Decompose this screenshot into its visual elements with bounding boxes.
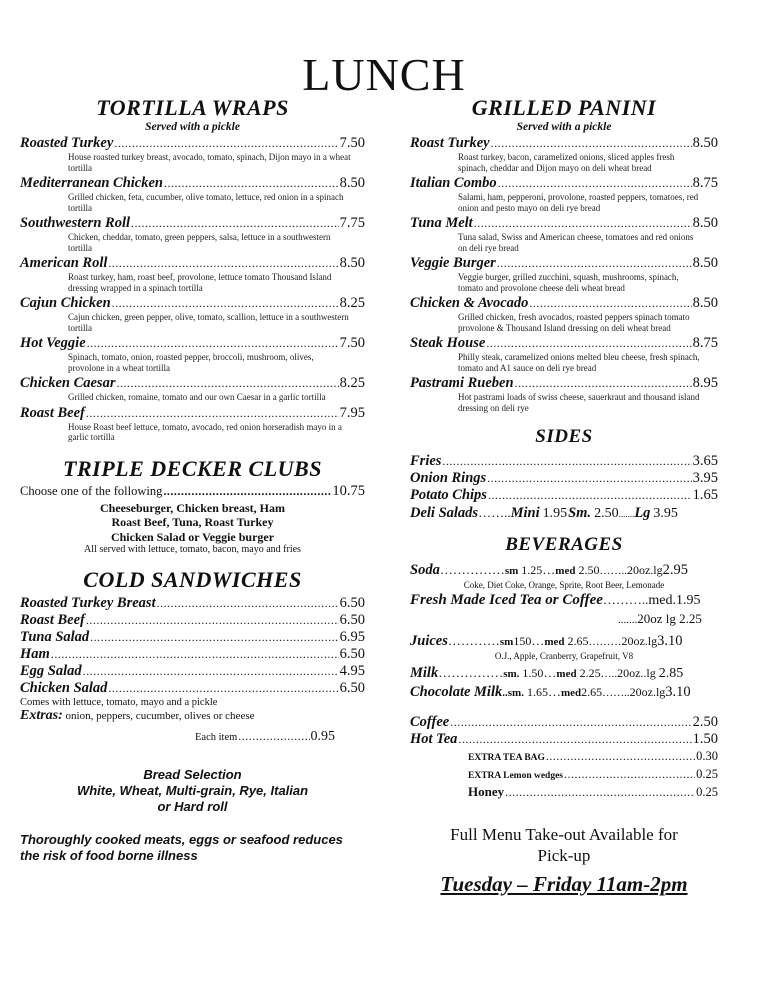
menu-item-price: 8.50 (692, 295, 718, 311)
leader-dots: …………… (439, 562, 505, 577)
menu-item-description: House roasted turkey breast, avocado, tomato, spinach, Dijon mayo in a wheat tortilla (68, 152, 351, 173)
menu-item-price: 8.50 (692, 135, 718, 151)
leader-dots (474, 216, 692, 231)
size-label: med (560, 687, 582, 699)
leader-dots (491, 136, 692, 151)
clubs-option: Cheeseburger, Chicken breast, Ham (100, 500, 285, 515)
menu-item-price: 8.75 (692, 335, 718, 351)
chocolate-milk-line: Chocolate Milk ..sm. 1.65 … med 2.65 …….. 20oz.lg 3.10 (410, 684, 691, 700)
size-label: sm (504, 565, 519, 577)
menu-item-price: 6.95 (339, 629, 365, 645)
menu-item-name: Fresh Made Iced Tea or Coffee (410, 592, 603, 608)
menu-item-description: Grilled chicken, feta, cucumber, olive tomato, lettuce, red onion in a spinach tortilla (68, 192, 344, 213)
menu-item-price: 1.65 (692, 487, 718, 503)
milk-line: Milk …………… sm. 1.50 … med 2.25 ….. 20oz..lg 2.85 (410, 665, 684, 681)
juice-flavors: O.J., Apple, Cranberry, Grapefruit, V8 (494, 651, 634, 661)
menu-item (410, 453, 718, 470)
size-label: med (544, 636, 565, 648)
bread-line: White, Wheat, Multi-grain, Rye, Italian (76, 783, 309, 798)
menu-item-price: 8.25 (339, 295, 365, 311)
tea-extra-name: Honey (468, 784, 505, 799)
menu-item (410, 215, 718, 253)
menu-item-name: Roast Turkey (410, 135, 490, 151)
leader-dots (515, 376, 692, 391)
size-price: 3.95 (653, 506, 678, 521)
leader-dots (86, 406, 339, 421)
section-heading-tortilla-wraps: TORTILLA WRAPS (96, 95, 289, 120)
size-price: 1.95 (542, 506, 568, 521)
menu-item-line (20, 255, 365, 272)
leader-dots: ………… (447, 633, 500, 648)
menu-item-name: Coffee (410, 714, 450, 730)
menu-item-price: 8.25 (339, 375, 365, 391)
leader-dots (450, 715, 691, 730)
size-label: med (556, 668, 577, 680)
tea-extra-name: EXTRA TEA BAG (468, 753, 545, 763)
leader-dots (564, 766, 695, 782)
menu-item (20, 335, 365, 373)
menu-item (20, 255, 365, 293)
menu-item (20, 646, 365, 663)
section-heading-sides: SIDES (535, 426, 593, 447)
cold-sandwiches-list (20, 595, 365, 697)
size-price: 150 (513, 634, 532, 648)
size-price: 1.65 (526, 685, 548, 699)
menu-item-name: Onion Rings (410, 470, 487, 486)
menu-item-line (20, 375, 365, 392)
leader-dots (108, 681, 338, 696)
clubs-intro: Choose one of the following (20, 483, 163, 498)
menu-item-price: 3.95 (692, 470, 718, 486)
menu-item-line (410, 295, 718, 312)
menu-item-line (410, 335, 718, 352)
menu-item-name: American Roll (20, 255, 108, 271)
menu-item-line (410, 255, 718, 272)
bread-heading: Bread Selection (143, 767, 242, 782)
menu-item (410, 135, 718, 173)
menu-item-line (20, 680, 365, 697)
size-label: 20oz..lg (617, 666, 656, 680)
menu-item-line (20, 295, 365, 312)
menu-item (20, 595, 365, 612)
menu-item-description: Spinach, tomato, onion, roasted pepper, broccoli, mushroom, olives, provolone in a wheat tortilla (68, 352, 314, 373)
size-label: Sm. (568, 505, 592, 521)
leader-dots (442, 454, 691, 469)
menu-item-price: 8.50 (339, 255, 365, 271)
menu-item (20, 629, 365, 646)
menu-item-price: 8.50 (339, 175, 365, 191)
menu-item-line (410, 453, 718, 470)
section-subheading-grilled-panini: Served with a pickle (516, 121, 612, 133)
leader-dots (163, 484, 331, 499)
menu-item-description: Tuna salad, Swiss and American cheese, tomatoes and red onions on deli rye bread (458, 232, 694, 253)
cold-sandwiches-note: Comes with lettuce, tomato, mayo and a pickle (20, 697, 218, 708)
menu-item-line (20, 612, 365, 629)
menu-item-description: House Roast beef lettuce, tomato, avocado, red onion horseradish mayo in a garlic tortilla (68, 421, 342, 442)
size-price: 1.25 (521, 563, 543, 577)
juices-line: Juices ………… sm 150 … med 2.65 ……… 20oz.lg 3.10 (410, 633, 683, 649)
leader-dots (116, 376, 338, 391)
menu-item-price: 6.50 (339, 612, 365, 628)
menu-item-name: Chicken & Avocado (410, 295, 529, 311)
tea-extra-price: 0.25 (696, 785, 718, 799)
menu-item-name: Chicken Caesar (20, 375, 116, 391)
menu-item-line (20, 215, 365, 232)
size-label: 20oz.lg (629, 685, 666, 699)
menu-item (20, 375, 365, 403)
menu-item-name: Cajun Chicken (20, 295, 111, 311)
menu-item-price: 7.95 (339, 404, 365, 421)
size-price: 2.65 (581, 685, 603, 699)
takeout-line: Pick-up (537, 846, 591, 865)
menu-item-name: Steak House (410, 335, 486, 351)
deli-salads-line: Deli Salads …….. Mini 1.95 Sm. 2.50 ....... Lg 3.95 (410, 505, 678, 521)
leader-dots: ……….. (602, 592, 649, 607)
leader-dots (157, 596, 339, 611)
menu-item-price: 6.50 (339, 646, 365, 662)
iced-tea-line (410, 591, 718, 610)
size-label: sm. (503, 668, 520, 680)
grilled-panini-list (410, 135, 718, 413)
each-item-label: Each item (195, 732, 238, 743)
safety-line: Thoroughly cooked meats, eggs or seafood reduces (20, 832, 343, 847)
menu-item-name: Chocolate Milk (410, 684, 503, 700)
leader-dots (108, 256, 338, 271)
menu-item-price: 8.95 (692, 375, 718, 391)
menu-item-name: Roasted Turkey (20, 135, 114, 151)
menu-item (20, 612, 365, 629)
menu-item (20, 215, 365, 253)
leader-dots (497, 256, 692, 271)
leader-dots (131, 216, 339, 231)
menu-item-name: Roasted Turkey Breast (20, 595, 156, 611)
leader-dots (546, 748, 695, 764)
extras-label: Extras: (20, 708, 63, 723)
menu-item-line (410, 215, 718, 232)
menu-item-name: Mediterranean Chicken (20, 175, 163, 191)
leader-dots (238, 729, 309, 744)
coffee-line (410, 714, 718, 731)
menu-item-description: Chicken, cheddar, tomato, green peppers, salsa, lettuce in a southwestern tortilla (68, 232, 331, 253)
menu-item-price: 8.50 (692, 215, 718, 231)
clubs-option: Chicken Salad or Veggie burger (110, 529, 275, 544)
leader-dots (83, 664, 339, 679)
menu-item (410, 487, 718, 504)
menu-item-line (410, 375, 718, 392)
menu-item-price: 7.50 (339, 335, 365, 351)
menu-item (20, 680, 365, 697)
tea-extra-line (410, 766, 718, 784)
menu-item-price: 4.95 (339, 663, 365, 679)
menu-item (410, 175, 718, 213)
menu-item-name: Ham (20, 646, 50, 662)
menu-item-description: Philly steak, caramelized onions melted bleu cheese, fresh spinach, tomato and A1 sauce on deli rye bread (458, 352, 700, 373)
menu-item-line (20, 175, 365, 192)
menu-item-description: Grilled chicken, romaine, tomato and our own Caesar in a garlic tortilla (68, 392, 326, 402)
each-item-price: 0.95 (310, 729, 335, 744)
menu-item-price: 8.50 (692, 255, 718, 271)
menu-item-price: 1.50 (692, 731, 718, 747)
each-item-line (20, 729, 365, 745)
menu-item (20, 175, 365, 213)
leader-dots (87, 336, 339, 351)
leader-dots (505, 784, 695, 800)
size-price: 3.10 (657, 633, 683, 649)
leader-dots (114, 136, 338, 151)
menu-item (20, 135, 365, 173)
menu-item-price: 3.65 (692, 453, 718, 469)
clubs-price: 10.75 (332, 482, 365, 499)
food-safety-notice (20, 832, 365, 864)
menu-item-line (410, 175, 718, 192)
bread-line: or Hard roll (157, 799, 228, 814)
leader-dots (86, 613, 339, 628)
size-label: med (555, 565, 576, 577)
sides-list (410, 453, 718, 504)
section-heading-beverages: BEVERAGES (505, 534, 623, 555)
leader-dots (164, 176, 339, 191)
menu-item-name: Milk (410, 665, 439, 681)
right-column (410, 96, 718, 897)
section-heading-cold-sandwiches: COLD SANDWICHES (83, 567, 302, 592)
menu-item-name: Pastrami Rueben (410, 375, 514, 391)
extras-text: onion, peppers, cucumber, olives or cheese (65, 710, 255, 722)
size-label: ..sm. (502, 687, 524, 699)
clubs-intro-line (20, 483, 365, 500)
size-price: 2.65 (567, 634, 589, 648)
leader-dots (90, 630, 338, 645)
leader-dots (487, 471, 691, 486)
menu-item-line (410, 487, 718, 504)
section-heading-triple-decker: TRIPLE DECKER CLUBS (63, 455, 322, 481)
takeout-line: Full Menu Take-out Available for (450, 825, 678, 844)
menu-item-line (20, 595, 365, 612)
menu-item (20, 295, 365, 333)
menu-item-description: Salami, ham, pepperoni, provolone, roasted peppers, tomatoes, red onion and pesto mayo on deli rye bread (458, 192, 699, 213)
page-title: LUNCH (302, 49, 466, 100)
size-price: 2.50 (594, 506, 619, 521)
extras-line (20, 709, 365, 723)
size-price: 2.95 (662, 562, 688, 578)
leader-dots: …….. (478, 505, 511, 520)
menu-item-name: Tuna Salad (20, 629, 90, 645)
menu-item (410, 470, 718, 487)
leader-dots: …………… (438, 665, 504, 680)
menu-item-description: Cajun chicken, green pepper, olive, tomato, scallion, lettuce in a southwestern tortilla (68, 312, 349, 333)
safety-line: the risk of food borne illness (20, 848, 198, 863)
menu-item-description: Veggie burger, grilled zucchini, squash, mushrooms, spinach, tomato and provolone cheese deli wheat bread (458, 272, 679, 293)
leader-dots (529, 296, 691, 311)
menu-item-line (20, 629, 365, 646)
size-label: Mini (510, 505, 540, 521)
menu-item-price: 6.50 (339, 595, 365, 611)
menu-item-line (410, 135, 718, 152)
size-label: 20oz.lg (621, 634, 658, 648)
tea-extra-price: 0.30 (696, 749, 718, 763)
size-price: 2.85 (658, 666, 684, 681)
menu-item-name: Fries (410, 453, 442, 469)
tea-extra-name: EXTRA Lemon wedges (468, 771, 564, 781)
menu-item-price: 2.50 (692, 714, 718, 730)
menu-item-name: Veggie Burger (410, 255, 496, 271)
menu-item-name: Egg Salad (20, 663, 82, 679)
tea-extra-price: 0.25 (696, 767, 718, 781)
menu-item-price: 7.50 (339, 135, 365, 151)
menu-item-name: Hot Tea (410, 731, 458, 747)
menu-item-name: Roast Beef (20, 612, 85, 628)
bread-selection (20, 767, 365, 815)
menu-item (410, 375, 718, 413)
menu-item-line (20, 646, 365, 663)
menu-item-name: Potato Chips (410, 487, 487, 503)
menu-item-line (20, 405, 365, 422)
menu-item-price: 7.75 (339, 215, 365, 231)
size-price: 2.50 (578, 563, 600, 577)
leader-dots (112, 296, 339, 311)
tea-extra-line (410, 748, 718, 766)
menu-item-line (410, 470, 718, 487)
menu-item-name: Roast Beef (20, 404, 85, 421)
menu-item-price: 8.75 (692, 175, 718, 191)
service-hours: Tuesday – Friday 11am-2pm (440, 872, 688, 896)
size-price: 3.10 (665, 684, 691, 700)
leader-dots (498, 176, 692, 191)
menu-item-price: 6.50 (339, 680, 365, 696)
tortilla-wraps-list (20, 135, 365, 443)
leader-dots (51, 647, 339, 662)
takeout-notice (410, 824, 718, 866)
menu-item-description: Roast turkey, ham, roast beef, provolone, lettuce tomato Thousand Island dressing wrapped in a spinach tortilla (68, 272, 332, 293)
menu-item-name: Deli Salads (410, 505, 479, 521)
menu-item-name: Juices (410, 633, 448, 649)
size-price: 1.50 (522, 666, 544, 680)
clubs-note: All served with lettuce, tomato, bacon, mayo and fries (84, 544, 301, 555)
left-column (20, 96, 365, 864)
clubs-option: Roast Beef, Tuna, Roast Turkey (111, 515, 274, 529)
menu-item-line (20, 135, 365, 152)
menu-item (20, 663, 365, 680)
size-label: sm (499, 636, 514, 648)
size-price: 20oz lg 2.25 (637, 611, 702, 626)
menu-item-description: Grilled chicken, fresh avocados, roasted peppers spinach tomato provolone & Thousand Island dressing on deli wheat bread (458, 312, 690, 333)
menu-item (410, 335, 718, 373)
size-price: med.1.95 (648, 593, 701, 608)
menu-item (410, 295, 718, 333)
soda-flavors: Coke, Diet Coke, Orange, Sprite, Root Beer, Lemonade (463, 580, 665, 590)
menu-item-description: Hot pastrami loads of swiss cheese, sauerkraut and thousand island dressing on deli rye (458, 392, 700, 413)
iced-tea-large-line: ....... 20oz lg 2.25 (618, 611, 702, 626)
section-subheading-tortilla-wraps: Served with a pickle (145, 121, 240, 133)
leader-dots (488, 488, 692, 503)
size-price: 2.25 (579, 666, 601, 680)
menu-item-name: Italian Combo (410, 175, 497, 191)
leader-dots (458, 732, 691, 747)
hot-tea-line (410, 731, 718, 748)
size-label: Lg (634, 505, 651, 521)
menu-item-name: Tuna Melt (410, 215, 473, 231)
leader-dots (486, 336, 691, 351)
menu-item-name: Chicken Salad (20, 680, 108, 696)
section-heading-grilled-panini: GRILLED PANINI (471, 95, 657, 120)
menu-item-line (20, 335, 365, 352)
clubs-options (20, 501, 365, 545)
menu-item-description: Roast turkey, bacon, caramelized onions, sliced apples fresh spinach, cheddar and Dijon mayo on deli wheat bread (458, 152, 675, 173)
soda-line: Soda …………… sm 1.25 … med 2.50 …….. 20oz.lg 2.95 (410, 562, 688, 578)
menu-item (410, 255, 718, 293)
menu-item-line (20, 663, 365, 680)
menu-item (20, 405, 365, 443)
menu-item-name: Soda (410, 562, 440, 578)
size-label: 20oz.lg (626, 563, 663, 577)
tea-extra-line (410, 784, 718, 800)
menu-item-name: Southwestern Roll (20, 215, 130, 231)
menu-item-name: Hot Veggie (20, 335, 86, 351)
